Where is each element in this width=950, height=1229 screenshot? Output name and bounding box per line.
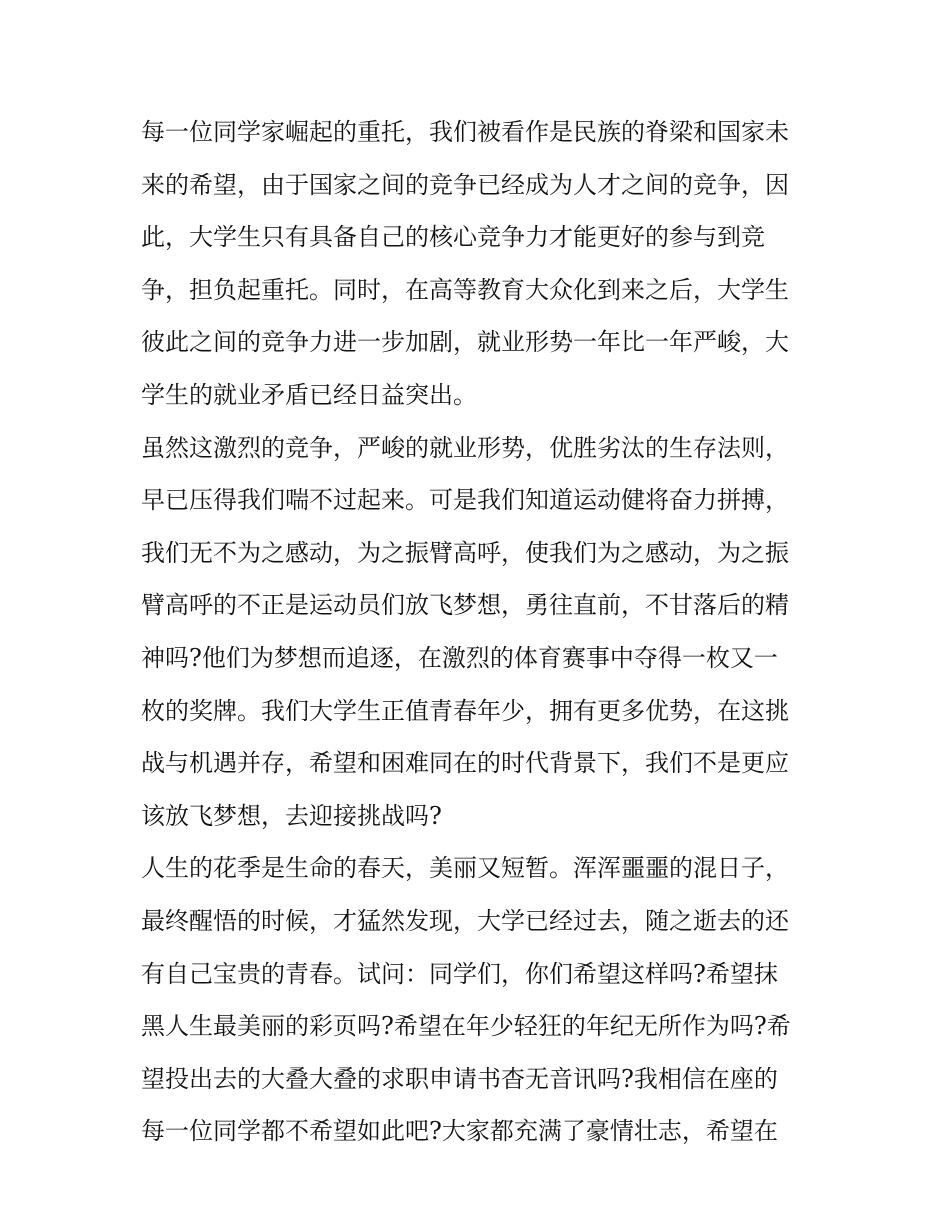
text-line: 该放飞梦想，去迎接挑战吗?	[141, 801, 442, 830]
text-line: 臂高呼的不正是运动员们放飞梦想，勇往直前，不甘落后的精	[141, 591, 789, 620]
text-line: 此，大学生只有具备自己的核心竞争力才能更好的参与到竞	[141, 223, 765, 252]
text-line: 枚的奖牌。我们大学生正值青春年少，拥有更多优势，在这挑	[141, 696, 789, 725]
text-line: 有自己宝贵的青春。试问：同学们，你们希望这样吗?希望抹	[141, 959, 778, 988]
text-line: 虽然这激烈的竞争，严峻的就业形势，优胜劣汰的生存法则，	[141, 433, 789, 462]
text-line: 每一位同学都不希望如此吧?大家都充满了豪情壮志，希望在	[141, 1117, 778, 1146]
text-line: 最终醒悟的时候，才猛然发现，大学已经过去，随之逝去的还	[141, 906, 789, 935]
text-line: 人生的花季是生命的春天，美丽又短暂。浑浑噩噩的混日子，	[141, 854, 789, 883]
text-line: 学生的就业矛盾已经日益突出。	[141, 380, 477, 409]
text-line: 战与机遇并存，希望和困难同在的时代背景下，我们不是更应	[141, 749, 789, 778]
document-body	[141, 106, 821, 1158]
text-line: 早已压得我们喘不过起来。可是我们知道运动健将奋力拼搏，	[141, 486, 789, 515]
text-line: 来的希望，由于国家之间的竞争已经成为人才之间的竞争，因	[141, 170, 789, 199]
text-line: 我们无不为之感动，为之振臂高呼，使我们为之感动，为之振	[141, 538, 789, 567]
text-line: 争，担负起重托。同时，在高等教育大众化到来之后，大学生	[141, 275, 789, 304]
text-line: 神吗?他们为梦想而追逐，在激烈的体育赛事中夺得一枚又一	[141, 643, 778, 672]
text-line: 黑人生最美丽的彩页吗?希望在年少轻狂的年纪无所作为吗?希	[141, 1012, 791, 1041]
text-line: 每一位同学家崛起的重托，我们被看作是民族的脊梁和国家未	[141, 118, 789, 146]
text-line: 彼此之间的竞争力进一步加剧，就业形势一年比一年严峻，大	[141, 328, 789, 357]
text-line: 望投出去的大叠大叠的求职申请书杳无音讯吗?我相信在座的	[141, 1064, 778, 1093]
